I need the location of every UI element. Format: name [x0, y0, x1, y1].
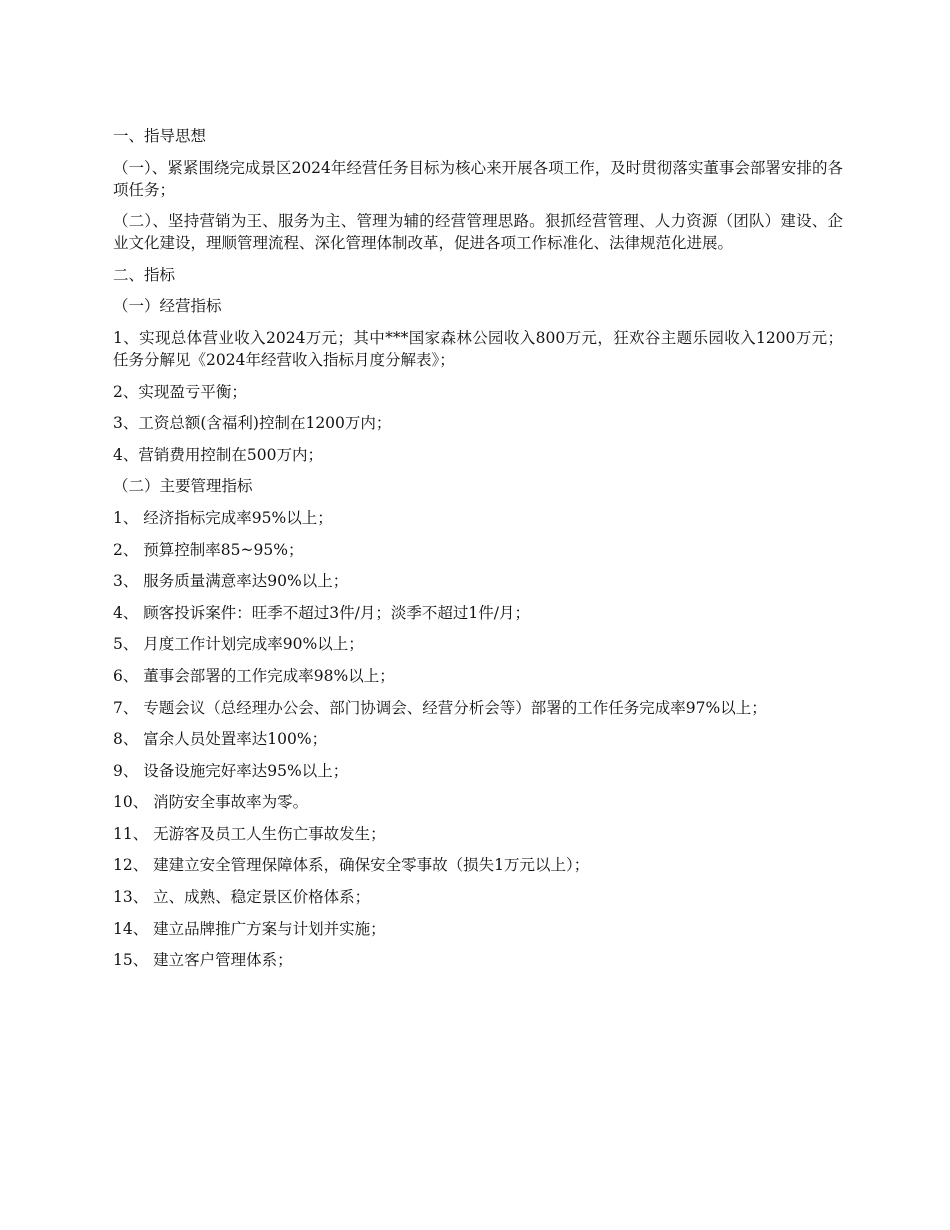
paragraph: （二）、坚持营销为王、服务为主、管理为辅的经营管理思路。狠抓经营管理、人力资源（团队）建设、企业文化建设，理顺管理流程、深化管理体制改革，促进各项工作标准化、法律规范化进展。: [113, 212, 843, 253]
list-item: 9、 设备设施完好率达95%以上；: [113, 761, 349, 780]
list-item: 1、 经济指标完成率95%以上；: [113, 508, 333, 527]
section-heading: 一、指导思想: [113, 127, 207, 145]
list-item: 1、实现总体营业收入2024万元；其中***国家森林公园收入800万元，狂欢谷主题乐园收入1200万元；任务分解见《2024年经营收入指标月度分解表》；: [113, 328, 843, 369]
list-item: 3、工资总额(含福利)控制在1200万内；: [113, 414, 392, 433]
list-item: 6、 董事会部署的工作完成率98%以上；: [113, 666, 395, 685]
list-item: 10、 消防安全事故率为零。: [113, 793, 309, 812]
list-item: 8、 富余人员处置率达100%；: [113, 730, 328, 749]
list-item: 2、实现盈亏平衡；: [113, 382, 247, 401]
list-item: 2、 预算控制率85~95%；: [113, 540, 304, 559]
paragraph: （一）、紧紧围绕完成景区2024年经营任务目标为核心来开展各项工作，及时贯彻落实董事会部署安排的各项任务；: [113, 158, 843, 199]
list-item: 13、 立、成熟、稳定景区价格体系；: [113, 888, 371, 907]
list-item: 4、营销费用控制在500万内；: [113, 445, 323, 464]
list-item: 7、 专题会议（总经理办公会、部门协调会、经营分析会等）部署的工作任务完成率97%以上；: [113, 698, 767, 717]
section-heading: 二、指标: [113, 265, 176, 284]
list-item: 15、 建立客户管理体系；: [113, 951, 293, 970]
list-item: 14、 建立品牌推广方案与计划并实施；: [113, 919, 386, 938]
document-page: [113, 125, 843, 981]
subsection-heading: （二）主要管理指标: [113, 477, 253, 496]
subsection-heading: （一）经营指标: [113, 297, 222, 316]
list-item: 5、 月度工作计划完成率90%以上；: [113, 635, 364, 654]
list-item: 11、 无游客及员工人生伤亡事故发生；: [113, 824, 386, 843]
list-item: 12、 建建立安全管理保障体系，确保安全零事故（损失1万元以上）；: [113, 856, 590, 875]
list-item: 4、 顾客投诉案件：旺季不超过3件/月；淡季不超过1件/月；: [113, 603, 530, 622]
list-item: 3、 服务质量满意率达90%以上；: [113, 572, 349, 591]
